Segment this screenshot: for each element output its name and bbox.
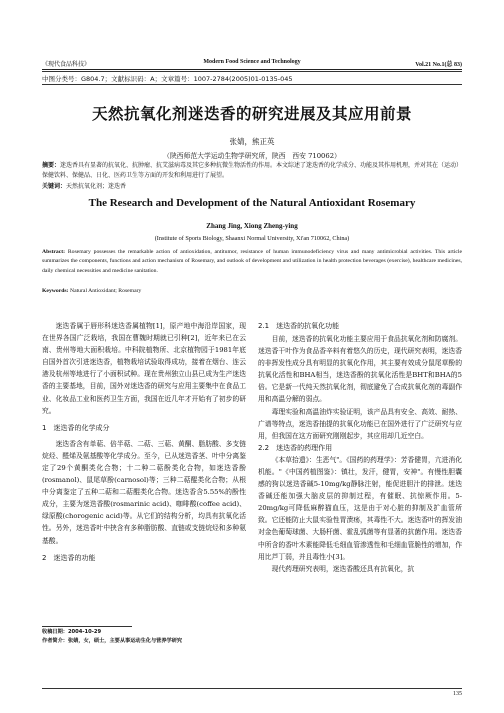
journal-name-en: Modern Food Science and Technology <box>203 59 301 65</box>
abstract-cn <box>42 161 462 180</box>
keywords-en-label: Keywords: <box>42 288 69 294</box>
right-column <box>258 320 462 575</box>
classification-rule <box>42 84 462 85</box>
header-rule-thin <box>42 71 462 72</box>
volume-info: Vol.21 No.1(总 83) <box>415 62 462 68</box>
affiliation-en: (Institute of Sports Biology, Shaanxi Normal University, Xi'an 710062, China) <box>154 235 350 242</box>
section-2-1-heading: 2.1 迷迭香的抗氧化功能 <box>258 322 340 330</box>
journal-name-cn: 《现代食品科技》 <box>42 62 91 68</box>
section-1-paragraph: 迷迭香含有单萜、倍半萜、二萜、三萜、黄酮、脂肪酸、多支链烷烃、醛烯及氨基酸等化学成分。至今，已从迷迭香茎、叶中分离鉴定了29个黄酮类化合物；十二种二萜酚类化合物，如迷迭香酚(rosmanol)、鼠尾草酚(carnosol)等；三种二萜醌类化合物；从根中分离鉴定了五种二萜和二萜醌类化合物。迷迭香含5.55%的酚性成分，主要为迷迭香酸(rosmarinic acid)、咖啡酸(coffee acid)、绿原酸(chorogenic acid)等。从它们的结构分析，均具有抗氧化活性。另外，迷迭香叶中挟含有多种脂肪酸、直链或支链烷烃和多种氨基酸。 <box>42 439 246 545</box>
footnote-rule <box>42 626 132 627</box>
section-2-2-paragraph-1: 《本草拾遗》：生恶气"。《国药的药理学》：芳香健胃，亢进消化机能。"《中国药植图鉴》：镇壮，发汗，健胃，安神"。有慢性胆囊感的狗以迷迭香碱5-10mg/kg静脉注射，能促进胆汁的排泄。迷迭香碱还能加强大脑皮层的抑制过程，有催眠、抗惊厥作用。5-20mg/kg可降低麻醉猫血压，这是由于对心脏的抑制及扩血管所致。它还能防止大鼠实验性胃溃疡，其毒性不大。迷迭香叶的挥发油对金色葡萄球菌、大肠杆菌、霍乱弧菌等有显著的抗菌作用。迷迭香中所含的香叶木素能降低毛细血管渗透性和毛细血管脆性的增加，作用比芦丁弱，并且毒性小[3]。 <box>258 455 462 561</box>
section-2-1-paragraph-1: 目前，迷迭香的抗氧化功能主要应用于食品抗氧化剂和防腐剂。迷迭香干叶作为食品香辛料有着悠久的历史，现代研究表明，迷迭香的非挥发性成分具有明显的抗氧化作用，其主要有效成分鼠尾草酚的抗氧化活性和BHA相当，迷迭香酚的抗氧化活性是BHT和BHA的5倍。它是新一代纯天然抗氧化剂，彻底避免了合成抗氧化剂的毒副作用和高温分解的弱点。 <box>258 335 462 404</box>
title-cn: 天然抗氧化剂迷迭香的研究进展及其应用前景 <box>91 105 412 123</box>
footnote <box>42 628 246 646</box>
footnote-author-info: 作者简介：张婧，女，硕士，主要从事运动生化与营养学研究 <box>42 638 183 644</box>
keywords-en <box>42 287 462 296</box>
footer-rule <box>42 688 462 689</box>
abstract-cn-text: 迷迭香具有显著的抗氧化、抗肿瘤、抗艾滋病毒及其它多种抗微生物活性的作用。本文综述了迷迭香的化学成分、功能及其作用机理，并对其在（运动）保健饮料、保健品、日化、医药卫生等方面的开发和利用进行了展望。 <box>42 162 460 179</box>
authors-cn: 张婧，熊正英 <box>229 137 275 146</box>
page-number: 135 <box>453 691 462 697</box>
section-2-2-heading: 2.2 迷迭香的药理作用 <box>258 443 333 452</box>
keywords-cn <box>42 182 462 192</box>
section-1-heading: 1 迷迭香的化学成分 <box>42 423 110 432</box>
left-column <box>42 320 246 564</box>
affiliation-cn: （陕西师范大学运动生物学研究所，陕西 西安 710062） <box>163 152 341 160</box>
section-2-heading: 2 迷迭香的功能 <box>42 553 96 562</box>
keywords-en-text: Natural Antioxidant; Rosemary <box>69 288 142 294</box>
classification-line: 中图分类号：G804.7；文献标识码：A；文章篇号：1007-2784(2005)01-0135-045 <box>42 75 293 83</box>
section-2-1-paragraph-2: 毒理实验和高温油炸实验证明，该产品具有安全、高效、耐热、广谱等特点，迷迭香抽提的抗氧化功能已在国外进行了广泛研究与应用，但我国在这方面研究刚刚起步，其应用却几近空白。 <box>258 407 462 440</box>
keywords-cn-label: 关键词： <box>42 183 67 190</box>
intro-paragraph: 迷迭香属于唇形科迷迭香属植物[1]，原产地中海沿岸国家，现在世界各国广泛栽培，我国在曹魏时期就已引种[2]，近年来已在云南、贵州等地大面积栽培。中科院植物所、北京植物园于1981年底自国外首次引进迷迭香，植物栽培试验取得成功，接着在烟台、连云港及杭州等地进行了小面积试种。现在贵州独立山县已成为生产迷迭香的主要基地，目前，国外对迷迭香的研究与应用主要集中在食品工业、化妆品工业和医药卫生方面，我国在近几年才开始有了初步的研究。 <box>42 322 246 415</box>
abstract-en <box>42 248 462 276</box>
footnote-received: 收稿日期：2004-10-29 <box>42 629 102 635</box>
title-en: The Research and Development of the Natural Antioxidant Rosemary <box>88 197 416 209</box>
abstract-en-text: Rosemary possesses the remarkable action of antioxidation, antitumor, resistance of human immunodeficiency virus and many antimicrobial activities. This article summarizes the components, functions and action mechanism of Rosemary, and outlook of development and utilization in health protection beverages (exercise), healthcare medicines, daily chemical necessities and medicine sanitation. <box>42 249 463 274</box>
header-rule <box>42 69 462 70</box>
abstract-en-label: Abstract: <box>42 249 66 255</box>
abstract-cn-label: 摘要： <box>42 162 61 169</box>
section-2-2-paragraph-2: 现代药理研究表明，迷迭香酸还具有抗氧化，抗 <box>271 564 415 573</box>
authors-en: Zhang Jing, Xiong Zheng-ying <box>206 222 298 230</box>
keywords-cn-text: 天然抗氧化剂；迷迭香 <box>66 183 127 190</box>
